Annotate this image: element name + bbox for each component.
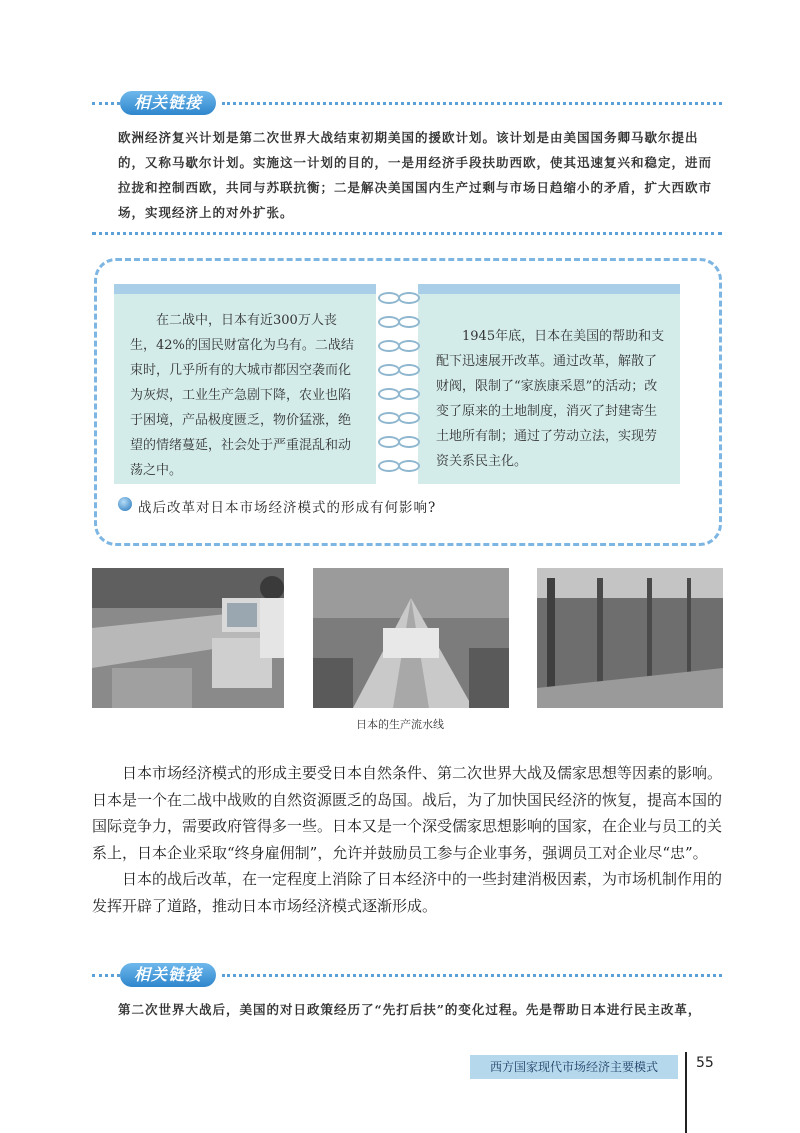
dotted-divider xyxy=(92,102,120,105)
related-link-text-2: 第二次世界大战后，美国的对日政策经历了“先打后扶”的变化过程。先是帮助日本进行民主改革， xyxy=(118,1002,702,1017)
notebook-binding-rings xyxy=(374,286,420,482)
question-text: 战后改革对日本市场经济模式的形成有何影响? xyxy=(138,500,437,516)
photo-assembly-line-worker xyxy=(92,568,284,708)
notebook-right-panel xyxy=(418,284,680,484)
related-link-header-1 xyxy=(92,93,722,113)
related-link-text-1: 欧洲经济复兴计划是第二次世界大战结束初期美国的援欧计划。该计划是由美国国务卿马歇尔提出的，又称马歇尔计划。实施这一计划的目的，一是用经济手段扶助西欧，使其迅速复兴和稳定，进而拉拢和控制西欧，共同与苏联抗衡；二是解决美国国内生产过剩与市场日趋缩小的矛盾，扩大西欧市场，实现经济上的对外扩张。 xyxy=(118,130,713,220)
question-bullet-icon xyxy=(118,497,132,511)
notebook-left-text: 在二战中，日本有近300万人丧生，42%的国民财富化为乌有。二战结束时，几乎所有的大城市都因空袭而化为灰烬，工业生产急剧下降，农业也陷于困境，产品极度匮乏，物价猛涨，绝望的情绪蔓延，社会处于严重混乱和动荡之中。 xyxy=(130,313,354,478)
footer-divider xyxy=(685,1052,687,1133)
dotted-divider xyxy=(92,974,120,977)
photo-factory-floor xyxy=(537,568,723,708)
discussion-question xyxy=(138,496,436,516)
dotted-divider xyxy=(92,232,722,235)
dotted-divider xyxy=(222,102,722,105)
page-number: 55 xyxy=(696,1055,714,1071)
body-paragraph-2: 日本的战后改革，在一定程度上消除了日本经济中的一些封建消极因素，为市场机制作用的发挥开辟了道路，推动日本市场经济模式逐渐形成。 xyxy=(92,870,723,915)
body-paragraphs xyxy=(92,760,722,919)
related-link-header-2 xyxy=(92,965,722,985)
notebook-left-panel xyxy=(114,284,376,484)
chapter-title-footer: 西方国家现代市场经济主要模式 xyxy=(470,1055,678,1079)
photo-conveyor-belt xyxy=(313,568,509,708)
related-link-tag: 相关链接 xyxy=(120,963,216,987)
notebook-right-text: 1945年底，日本在美国的帮助和支配下迅速展开改革。通过改革，解散了财阀，限制了“家族康采恩”的活动；改变了原来的土地制度，消灭了封建寄生土地所有制；通过了劳动立法，实现劳资关系民主化。 xyxy=(436,329,665,469)
related-link-tag: 相关链接 xyxy=(120,91,216,115)
photo-caption: 日本的生产流水线 xyxy=(356,718,444,731)
body-paragraph-1: 日本市场经济模式的形成主要受日本自然条件、第二次世界大战及儒家思想等因素的影响。日本是一个在二战中战败的自然资源匮乏的岛国。战后，为了加快国民经济的恢复，提高本国的国际竞争力，需要政府管得多一些。日本又是一个深受儒家思想影响的国家，在企业与员工的关系上，日本企业采取“终身雇佣制”，允许并鼓励员工参与企业事务，强调员工对企业尽“忠”。 xyxy=(92,764,723,862)
dotted-divider xyxy=(222,974,722,977)
